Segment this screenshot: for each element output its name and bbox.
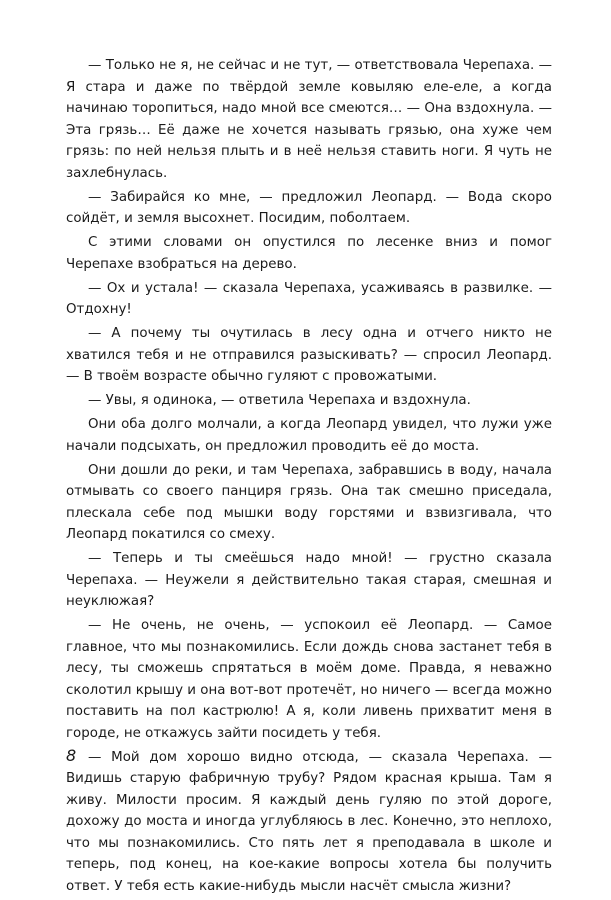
paragraph: — Не очень, не очень, — успокоил её Леопард. — Самое главное, что мы познакомились. Если дождь снова застанет тебя в лесу, ты сможешь спрятаться в моём доме. Правда, я неважно сколотил крышу и она вот-вот протечёт, но ничего — всегда можно поставить на пол кастрюлю! А я, коли ливень прихватит меня в городе, не откажусь зайти посидеть у тебя. bbox=[66, 618, 552, 741]
paragraph: С этими словами он опустился по лесенке вниз и помог Черепахе взобраться на дерево. bbox=[66, 235, 552, 272]
paragraph: — Только не я, не сейчас и не тут, — ответствовала Черепаха. — Я стара и даже по твёрдой земле ковыляю еле-еле, а когда начинаю торопиться, надо мной все смеются… — Она вздохнула. — Эта грязь… Её даже не хочется называть грязью, она хуже чем грязь: по ней нельзя плыть и в неё нельзя ставить ноги. Я чуть не захлебнулась. bbox=[66, 58, 552, 181]
paragraph: — Забирайся ко мне, — предложил Леопард. — Вода скоро сойдёт, и земля высохнет. Посидим, поболтаем. bbox=[66, 189, 552, 226]
paragraph: — Увы, я одинока, — ответила Черепаха и вздохнула. bbox=[88, 393, 471, 408]
paragraph: — Теперь и ты смеёшься надо мной! — грустно сказала Черепаха. — Неужели я действительно такая старая, смешная и неуклюжая? bbox=[66, 551, 552, 609]
page-number: 8 bbox=[66, 746, 77, 765]
paragraph: Они оба долго молчали, а когда Леопард увидел, что лужи уже начали подсыхать, он предложил проводить её до моста. bbox=[66, 417, 552, 454]
paragraph: — А почему ты очутилась в лесу одна и отчего никто не хватился тебя и не отправился разыскивать? — спросил Леопард. — В твоём возрасте обычно гуляют с провожатыми. bbox=[66, 326, 552, 384]
paragraph: Они дошли до реки, и там Черепаха, забравшись в воду, начала отмывать со своего панциря грязь. Она так смешно приседала, плескала себе под мышки воду горстями и взвизгивала, что Леопард покатился со смеху. bbox=[66, 462, 552, 542]
body-text bbox=[66, 55, 552, 900]
paragraph: — Мой дом хорошо видно отсюда, — сказала Черепаха. — Видишь старую фабричную трубу? Рядом красная крыша. Там я живу. Милости просим. Я каждый день гуляю по этой дороге, дохожу до моста и иногда углубляюсь в лес. Конечно, это неплохо, что мы познакомились. Сто пять лет я преподавала в школе и теперь, под конец, на кое-какие вопросы хотела бы получить ответ. У тебя есть какие-нибудь мысли насчёт смысла жизни? bbox=[66, 749, 552, 894]
paragraph: — Ох и устала! — сказала Черепаха, усаживаясь в развилке. — Отдохну! bbox=[66, 280, 552, 317]
